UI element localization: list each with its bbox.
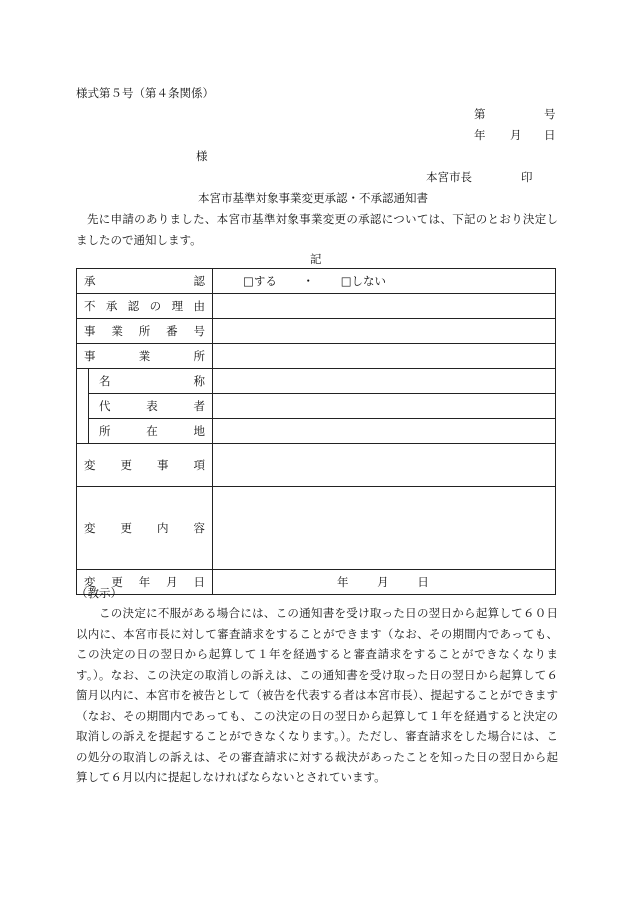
approval-options bbox=[213, 269, 556, 294]
form-number: 様式第５号（第４条関係） bbox=[76, 86, 214, 100]
row-rejection-reason bbox=[77, 294, 556, 319]
approval-label: 承 認 bbox=[84, 274, 205, 288]
issuer: 本宮市長 bbox=[426, 170, 472, 184]
date-year: 年 bbox=[474, 128, 486, 142]
office-label: 事 業 所 bbox=[84, 349, 205, 363]
notice-body: この決定に不服がある場合には、この通知書を受け取った日の翌日から起算して６０日以内に、本宮市長に対して審査請求をすることができます（なお、その期間内であっても、この決定の日の翌日から起算して１年を経過すると審査請求をすることができなくなります。）。なお、この決定の取消しの訴えは、この通知書を受け取った日の翌日から起算して６箇月以内に、本宮市を被告として（被告を代表する者は本宮市長）、提起することができます（なお、その期間内であっても、この決定の日の翌日から起算して１年を経過すると決定の取消しの訴えを提起することができなくなります。）。ただし、審査請求をした場合には、この処分の取消しの訴えは、その審査請求に対する裁決があったことを知った日の翌日から起算して６月以内に提起しなければならないとされています。 bbox=[76, 606, 558, 784]
doc-no-suffix: 号 bbox=[544, 107, 556, 121]
rejection-reason-label: 不 承 認 の 理 由 bbox=[84, 299, 205, 313]
change-date-label: 変 更 年 月 日 bbox=[84, 575, 205, 589]
office-address-field[interactable] bbox=[213, 419, 556, 444]
change-content-label: 変 更 内 容 bbox=[84, 521, 205, 535]
doc-no-prefix: 第 bbox=[474, 107, 486, 121]
date-day: 日 bbox=[544, 128, 556, 142]
office-rep-field[interactable] bbox=[213, 394, 556, 419]
change-date-field[interactable] bbox=[213, 570, 556, 595]
change-item-label: 変 更 事 項 bbox=[84, 458, 205, 472]
row-approval bbox=[77, 269, 556, 294]
row-office-number bbox=[77, 319, 556, 344]
addressee-suffix: 様 bbox=[196, 149, 208, 163]
date-month: 月 bbox=[510, 128, 522, 142]
page-title: 本宮市基準対象事業変更承認・不承認通知書 bbox=[198, 191, 428, 205]
row-change-date bbox=[77, 570, 556, 595]
office-address-label: 所 在 地 bbox=[99, 424, 205, 438]
approve-checkbox[interactable]: □する bbox=[243, 274, 277, 288]
row-office bbox=[77, 344, 556, 369]
office-rep-label: 代 表 者 bbox=[99, 399, 205, 413]
change-date-year: 年 bbox=[337, 575, 349, 589]
row-office-name bbox=[77, 369, 556, 394]
row-office-address bbox=[77, 419, 556, 444]
office-name-field[interactable] bbox=[213, 369, 556, 394]
form-table bbox=[76, 268, 556, 595]
change-item-field[interactable] bbox=[213, 444, 556, 487]
office-field[interactable] bbox=[213, 344, 556, 369]
change-content-field[interactable] bbox=[213, 487, 556, 570]
reject-checkbox[interactable]: □しない bbox=[340, 274, 387, 288]
row-office-rep bbox=[77, 394, 556, 419]
office-number-label: 事 業 所 番 号 bbox=[84, 324, 205, 338]
change-date-month: 月 bbox=[377, 575, 389, 589]
office-number-field[interactable] bbox=[213, 319, 556, 344]
row-change-item bbox=[77, 444, 556, 487]
change-date-day: 日 bbox=[417, 575, 429, 589]
seal: 印 bbox=[521, 170, 533, 184]
office-name-label: 名 称 bbox=[99, 374, 205, 388]
rejection-reason-field[interactable] bbox=[213, 294, 556, 319]
ki-label: 記 bbox=[310, 252, 322, 266]
row-change-content bbox=[77, 487, 556, 570]
intro-text: 先に申請のありました、本宮市基準対象事業変更の承認については、下記のとおり決定しましたので通知します。 bbox=[76, 212, 558, 247]
notice-heading: （教示） bbox=[76, 586, 122, 600]
approval-separator: ・ bbox=[302, 274, 315, 288]
